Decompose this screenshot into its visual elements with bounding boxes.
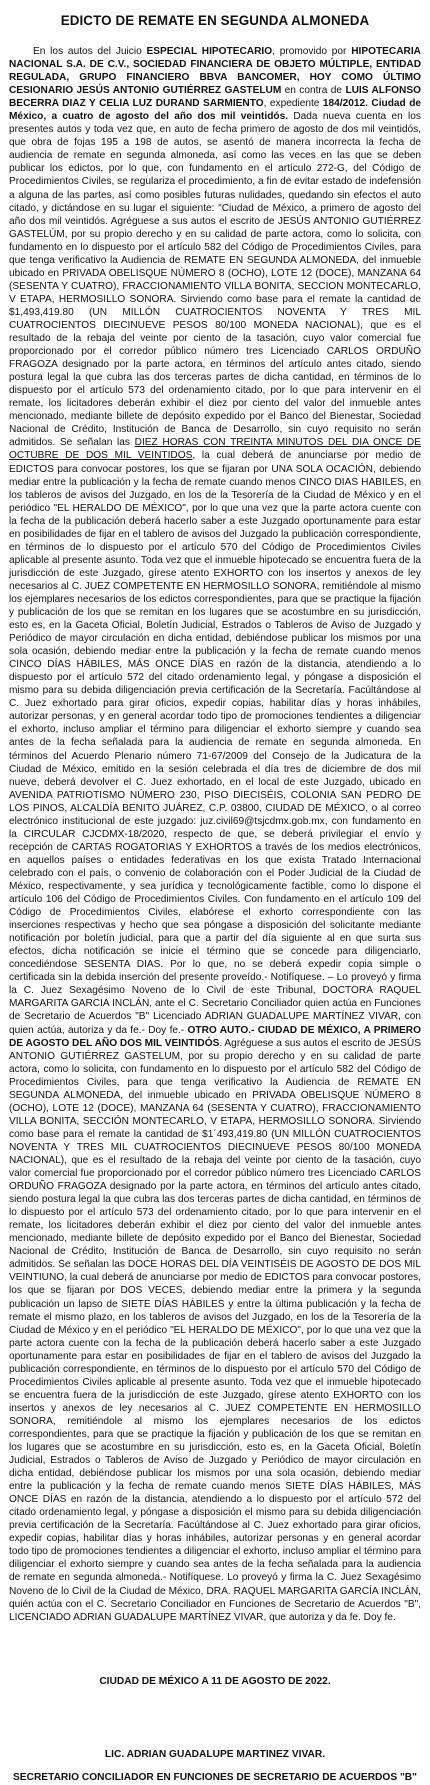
notice-body <box>9 45 421 1624</box>
case-file-and-date: 184/2012. Ciudad de México, a cuatro de agosto del año dos mil veintidós. <box>9 98 422 123</box>
body-text-segment: en contra de <box>281 85 346 97</box>
signatory-name: LIC. ADRIAN GUADALUPE MARTINEZ VIVAR. <box>104 1748 326 1760</box>
plaintiff-name: HIPOTECARIA NACIONAL S.A. DE C.V., SOCIEDAD FINANCIERA DE OBJETO MÚLTIPLE, ENTIDAD REGULADA, GRUPO FINANCIERO BBVA BANCOMER, HOY COMO ÚLTIMO CESIONARIO JESÚS ANTONIO GUTIÉRREZ GASTELUM <box>9 46 421 97</box>
body-text-segment: , expediente <box>263 98 323 110</box>
second-order-heading: OTRO AUTO.- CIUDAD DE MÉXICO, A PRIMERO DE AGOSTO DEL AÑO DOS MIL VEINTIDÓS <box>9 1024 421 1049</box>
body-text-segment: Dada nueva cuenta en los presentes autos y toda vez que, en auto de fecha primero de agosto de dos mil veintidós, que obra de fojas 195 a 198 de autos, se asentó de manera incorrecta la fecha de audiencia de remate en segunda almoneda, así como las veces en las que se deben publicar los edictos, por lo que, con fundamento en el artículo 272-G, del Código de Procedimientos Civiles, se regulariza el procedimiento, a fin de evitar estado de indefensión a alguna de las partes, así como posibles futuras nulidades, quedando sin efectos el auto citado, y dictándose en su lugar el siguiente: "Ciudad de México, a primero de agosto del año dos mil veintidós. Agréguese a sus autos el escrito de JESÚS ANTONIO GUTIÉRREZ GASTELÚM, por su propio derecho y en su calidad de parte actora, como lo solicita, con fundamento en lo dispuesto por el artículo 582 del Código de Procedimientos Civiles, para que tenga verificativo la Audiencia de REMATE EN SEGUNDA ALMONEDA, del inmueble ubicado en PRIVADA OBELISQUE NÚMERO 8 (OCHO), LOTE 12 (DOCE), MANZANA 64 (SESENTA Y CUATRO), FRACCIONAMIENTO VILLA BONITA, SECCION MONTECARLO, V ETAPA, HERMOSILLO SONORA. Sirviendo como base para el remate la cantidad de $1,493,419.80 (UN MILLÓN CUATROCIENTOS NOVENTA Y TRES MIL CUATROCIENTOS DIECINUEVE PESOS 80/100 MONEDA NACIONAL), que es el resultado de la rebaja del veinte por ciento de la tasación, cuyo valor comercial fue proporcionado por el corredor público número tres Licenciado CARLOS ORDUÑO FRAGOZA designado por la parte actora, en términos del artículo antes citado, siendo postura legal la que cubra las dos terceras partes de dicha cantidad, en términos de lo dispuesto por el artículo 573 del ordenamiento citado, por lo que para intervenir en el remate, los licitadores deberán exhibir el diez por ciento del valor del inmueble antes mencionado, mediante billete de depósito expedido por el Banco del Bienestar, Sociedad Nacional de Crédito, Institución de Banca de Desarrollo, sin cuyo requisito no serán admitidos. Se señalan las <box>9 111 421 449</box>
body-text-segment: En los autos del Juicio <box>33 46 147 57</box>
auction-date-underlined: DIEZ HORAS CON TREINTA MINUTOS DEL DIA ONCE DE OCTUBRE DE DOS MIL VEINTIDOS <box>9 437 421 462</box>
defendant-names: LUIS ALFONSO BECERRA DIAZ Y CELIA LUZ DURAND SARMIENTO <box>9 85 421 110</box>
dateline: CIUDAD DE MÉXICO A 11 DE AGOSTO DE 2022. <box>99 1675 331 1687</box>
case-type: ESPECIAL HIPOTECARIO <box>146 46 273 57</box>
notice-title: EDICTO DE REMATE EN SEGUNDA ALMONEDA <box>60 13 370 28</box>
body-text-segment: , la cual deberá de anunciarse por medio de EDICTOS para convocar postores, los que se fijaran por UNA SOLA OCACIÓN, debiendo mediar entre la publicación y la fecha de remate cuando menos CINCO DIAS HABILES, en los tableros de avisos del Juzgado, en los de la Tesorería de la Ciudad de México y en el periódico "EL HERALDO DE MÉXICO", por lo que una vez que la parte actora cuente con la fecha de la publicación deberá hacerlo saber a este Juzgado oportunamente para estar en posibilidades de fijar en el tablero de avisos del Juzgado la publicación correspondiente, en términos de lo dispuesto por el artículo 570 del Código de Procedimientos Civiles aplicable al presente asunto. Toda vez que el inmueble hipotecado se encuentra fuera de la jurisdicción de este Juzgado, gírese atento EXHORTO con los insertos y anexos de ley necesarios al C. JUEZ COMPETENTE EN HERMOSILLO SONORA, remitiéndole al mismo los ejemplares necesarios de los edictos correspondientes, para que se practique la fijación y publicación de los que se remitan en los lugares que se acostumbre en su jurisdicción, esto es, en la Gaceta Oficial, Boletín Judicial, Estrados o Tableros de Aviso de Juzgado y Periódico de mayor circulación en dicha entidad, debiéndose publicar los mismos por una sola ocasión, debiendo mediar entre la publicación y la fecha de remate cuando menos CINCO DÍAS HÁBILES, MÁS ONCE DÍAS en razón de la distancia, atendiendo a lo dispuesto por el artículo 572 del citado ordenamiento legal, y póngase a disposición el mismo para su debida diligenciación previa certificación de la Secretaría. Facúltándose al C. Juez exhortado para girar oficios, expedir copias, habilitar días y horas inhábiles, autorizar personas, y en general acordar todo tipo de promociones tendientes a diligenciar el exhorto, incluso ampliar el término para diligenciar el exhorto siempre y cuando sea antes de la fecha señalada para la audiencia de remate en segunda almoneda. En términos del Acuerdo Plenario número 71-67/2009 del Consejo de la Judicatura de la Ciudad de México, emitido en la sesión celebrada el día tres de diciembre de dos mil nueve, deberá devolver el C. Juez exhortado, en el local de este Juzgado, ubicado en AVENIDA PATRIOTISMO NÚMERO 230, PISO DIECISÉIS, COLONIA SAN PEDRO DE LOS PINOS, ALCALDÍA BENITO JUÁREZ, C.P. 03800, CIUDAD DE MÉXICO, o al correo electrónico institucional de este juzgado: juz.civil69@tsjcdmx.gob.mx, con fundamento en la CIRCULAR CJCDMX-18/2020, respecto de que, se deberá privilegiar el envío y recepción de CARTAS ROGATORIAS Y EXHORTOS a través de los medios electrónicos, en aquellos países o entidades federativas en los que exista Tratado Internacional celebrado con el país, o convenio de colaboración con el Poder Judicial de la Ciudad de México, respectivamente, y sea jurídica y tecnológicamente factible, como lo dispone el artículo 106 del Código de Procedimientos Civiles. Con fundamento en el artículo 109 del Código de Procedimientos Civiles, elabórese el exhorto correspondiente con las inserciones respectivas y hecho que sea póngase a disposición del solicitante mediante notificación por boletín judicial, para que a partir del día siguiente al en que surta sus efectos, dicha notificación se inicie el término que se concede para diligenciarlo, concediéndose SESENTA DIAS. Por lo que, no se deberá expedir copia simple o certificada sin la debida inserción del presente proveído.- Notifíquese. – Lo proveyó y firma la C. Juez Sexagésimo Noveno de lo Civil de este Tribunal, DOCTORA RAQUEL MARGARITA GARCIA INCLÁN, ante el C. Secretario Conciliador quien actúa en Funciones de Secretario de Acuerdos "B" Licenciado ADRIAN GUADALUPE MARTÍNEZ VIVAR, con quien actúa, autoriza y da fe.- Doy fe.- <box>9 450 421 1036</box>
body-text-segment: . Agréguese a sus autos el escrito de JESÚS ANTONIO GUTIÉRREZ GASTELUM, por su propio derecho y en su calidad de parte actora, como lo solicita, con fundamento en lo dispuesto por el artículo 582 del Código de Procedimientos Civiles, para que tenga verificativo la Audiencia de REMATE EN SEGUNDA ALMONEDA, del inmueble ubicado en PRIVADA OBELISQUE NÚMERO 8 (OCHO), LOTE 12 (DOCE), MANZANA 64 (SESENTA Y CUATRO), FRACCIONAMIENTO VILLA BONITA, SECCIÓN MONTECARLO, V ETAPA, HERMOSILLO SONORA. Sirviendo como base para el remate la cantidad de $1´493,419.80 (UN MILLÓN CUATROCIENTOS NOVENTA Y TRES MIL CUATROCIENTOS DIECINUEVE PESOS 80/100 MONEDA NACIONAL), que es el resultado de la rebaja del veinte por ciento de la tasación, cuyo valor comercial fue proporcionado por el corredor público número tres Licenciado CARLOS ORDUÑO FRAGOZA designado por la parte actora, en términos del artículo antes citado, siendo postura legal la que cubra las dos terceras partes de dicha cantidad, en términos de lo dispuesto por el artículo 573 del ordenamiento citado, por lo que para intervenir en el remate, los licitadores deberán exhibir el diez por ciento del valor del inmueble antes mencionado, mediante billete de depósito expedido por el Banco del Bienestar, Sociedad Nacional de Crédito, Institución de Banca de Desarrollo, sin cuyo requisito no serán admitidos. Se señalan las DOCE HORAS DEL DÍA VEINTISÉIS DE AGOSTO DE DOS MIL VEINTIUNO, la cual deberá de anunciarse por medio de EDICTOS para convocar postores, los que se fijaran por DOS VECES, debiendo mediar entre la primera y la segunda publicación un lapso de SIETE DÍAS HÁBILES y entre la última publicación y la fecha de remate el mismo plazo, en los tableros de avisos del Juzgado, en los de la Tesorería de la Ciudad de México y en el periódico "EL HERALDO DE MÉXICO", por lo que una vez que la parte actora cuente con la fecha de la publicación deberá hacerlo saber a este Juzgado oportunamente para estar en posibilidades de fijar en el tablero de avisos del Juzgado la publicación correspondiente, en términos de lo dispuesto por el artículo 570 del Código de Procedimientos Civiles aplicable al presente asunto. Toda vez que el inmueble hipotecado se encuentra fuera de la jurisdicción de este Juzgado, gírese atento EXHORTO con los insertos y anexos de ley necesarios al C. JUEZ COMPETENTE EN HERMOSILLO SONORA, remitiéndole al mismo los ejemplares necesarios de los edictos correspondientes, para que se practique la fijación y publicación de los que se remitan en los lugares que se acostumbre en su jurisdicción, esto es, en la Gaceta Oficial, Boletín Judicial, Estrados o Tableros de Aviso de Juzgado y Periódico de mayor circulación en dicha entidad, debiéndose publicar los mismos por una sola ocasión, debiendo mediar entre la publicación y la fecha de remate cuando menos SIETE DÍAS HÁBILES, MÁS ONCE DÍAS en razón de la distancia, atendiendo a lo dispuesto por el artículo 572 del citado ordenamiento legal, y póngase a disposición el mismo para su debida diligenciación previa certificación de la Secretaría. Facúltándose al C. Juez exhortado para girar oficios, expedir copias, habilitar días y horas inhábiles, autorizar personas y en general acordar todo tipo de promociones tendientes a diligenciar el exhorto, incluso ampliar el término para diligenciar el exhorto siempre y cuando sea antes de la fecha señalada para la audiencia de remate en segunda almoneda.- Notifíquese. Lo proveyó y firma la C. Juez Sexagésimo Noveno de lo Civil de la Ciudad de México, DRA. RAQUEL MARGARITA GARCÍA INCLÁN, quién actúa con el C. Secretario Conciliador en Funciones de Secretario de Acuerdos "B", LICENCIADO ADRIAN GUADALUPE MARTÍNEZ VIVAR, que autoriza y da fe. Doy fe. <box>9 1037 421 1623</box>
signatory-role: SECRETARIO CONCILIADOR EN FUNCIONES DE SECRETARIO DE ACUERDOS "B" <box>13 1771 417 1783</box>
body-text-segment: , promovido por <box>272 46 352 57</box>
signature-block <box>9 1747 421 1785</box>
legal-notice <box>9 13 421 1785</box>
